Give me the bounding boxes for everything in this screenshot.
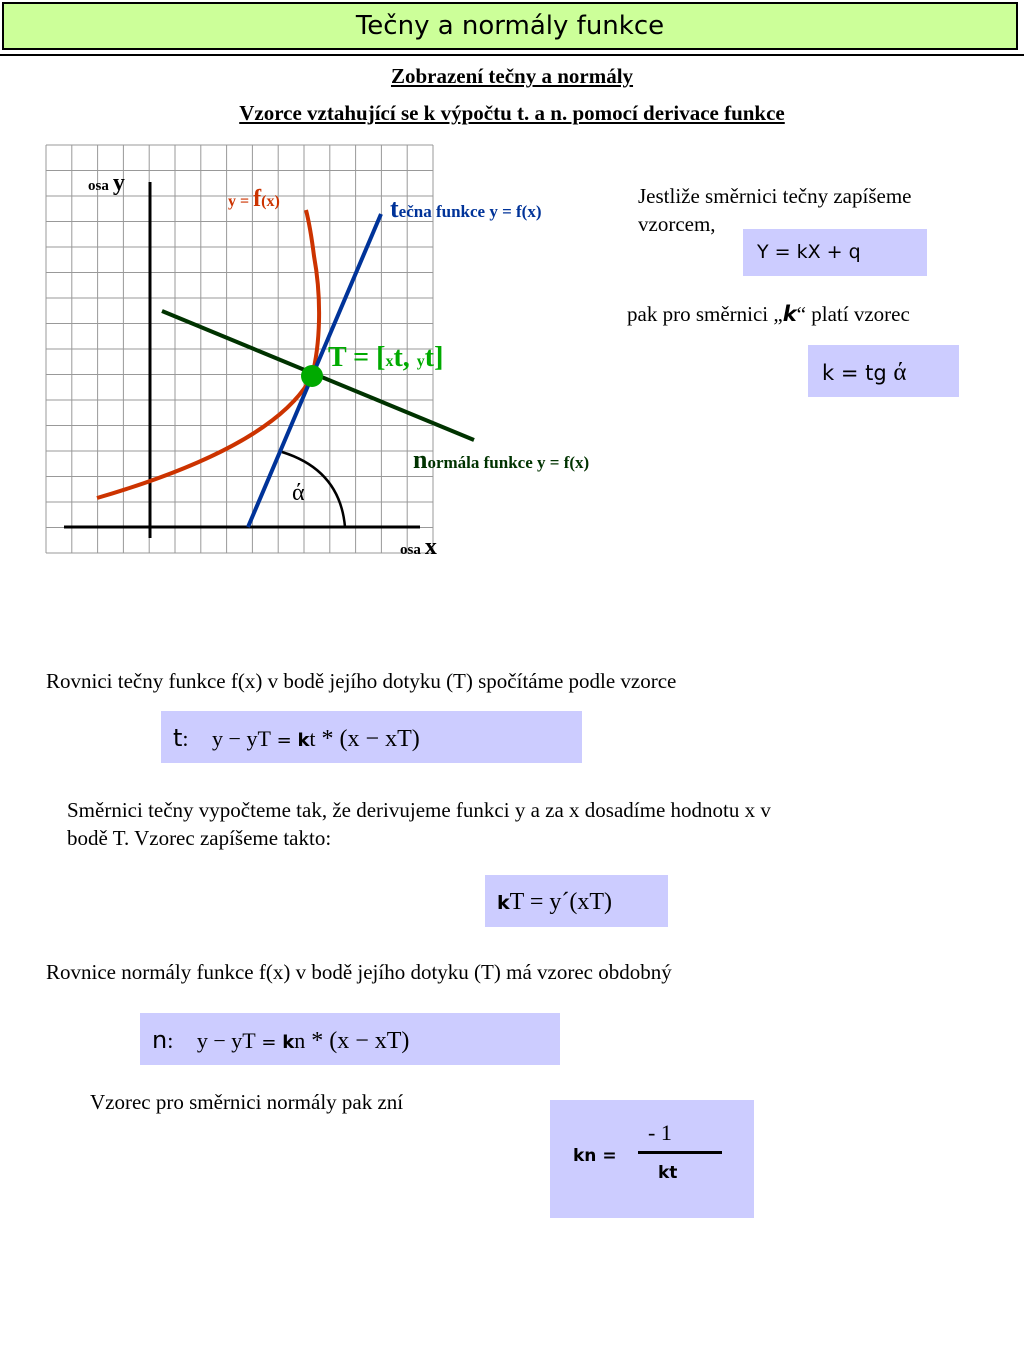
tangent-point (301, 365, 323, 387)
kt-derivative-box: kT = y´(xT) (485, 875, 668, 927)
function-curve (97, 210, 319, 498)
y-axis-label: osa y (88, 170, 125, 196)
page-title: Tečny a normály funkce (2, 2, 1018, 50)
line-equation-box: Y = kX + q (743, 229, 927, 276)
slope-derivative-text: Směrnici tečny vypočteme tak, že derivujeme funkci y a za x dosadíme hodnotu x v bodě T. Vzorec zapíšeme takto: (67, 798, 771, 850)
angle-label: ά (292, 480, 305, 506)
normal-label: normála funkce y = f(x) (413, 445, 590, 474)
heading-formulas: Vzorce vztahující se k výpočtu t. a n. pomocí derivace funkce (239, 101, 785, 125)
kn-denominator: kt (658, 1163, 678, 1183)
fraction-bar (638, 1151, 722, 1154)
kn-formula-box (550, 1100, 754, 1218)
normal-slope-text: Vzorec pro směrnici normály pak zní (90, 1090, 404, 1114)
point-label: T = [xt, yt] (328, 342, 444, 373)
x-axis-label: osa x (400, 534, 437, 560)
kn-lhs: kn = (573, 1146, 617, 1166)
k-tg-formula-box: k = tg ά (808, 345, 959, 397)
normal-equation-box: n: y − yT = kn * (x − xT) (140, 1013, 560, 1065)
kn-numerator: - 1 (648, 1120, 672, 1145)
tangent-equation-box: t: y − yT = kt * (x − xT) (161, 711, 582, 763)
slope-intro-text: Jestliže směrnici tečny zapíšeme vzorcem, (638, 184, 912, 236)
tangent-label: tečna funkce y = f(x) (390, 194, 542, 223)
heading-display: Zobrazení tečny a normály (390, 64, 634, 88)
tangent-equation-intro: Rovnici tečny funkce f(x) v bodě jejího dotyku (T) spočítáme podle vzorce (46, 669, 677, 693)
function-label: y = f(x) (228, 186, 280, 212)
slope-formula-text: pak pro směrnici „k“ platí vzorec (627, 302, 910, 326)
normal-equation-intro: Rovnice normály funkce f(x) v bodě jejího dotyku (T) má vzorec obdobný (46, 960, 672, 984)
